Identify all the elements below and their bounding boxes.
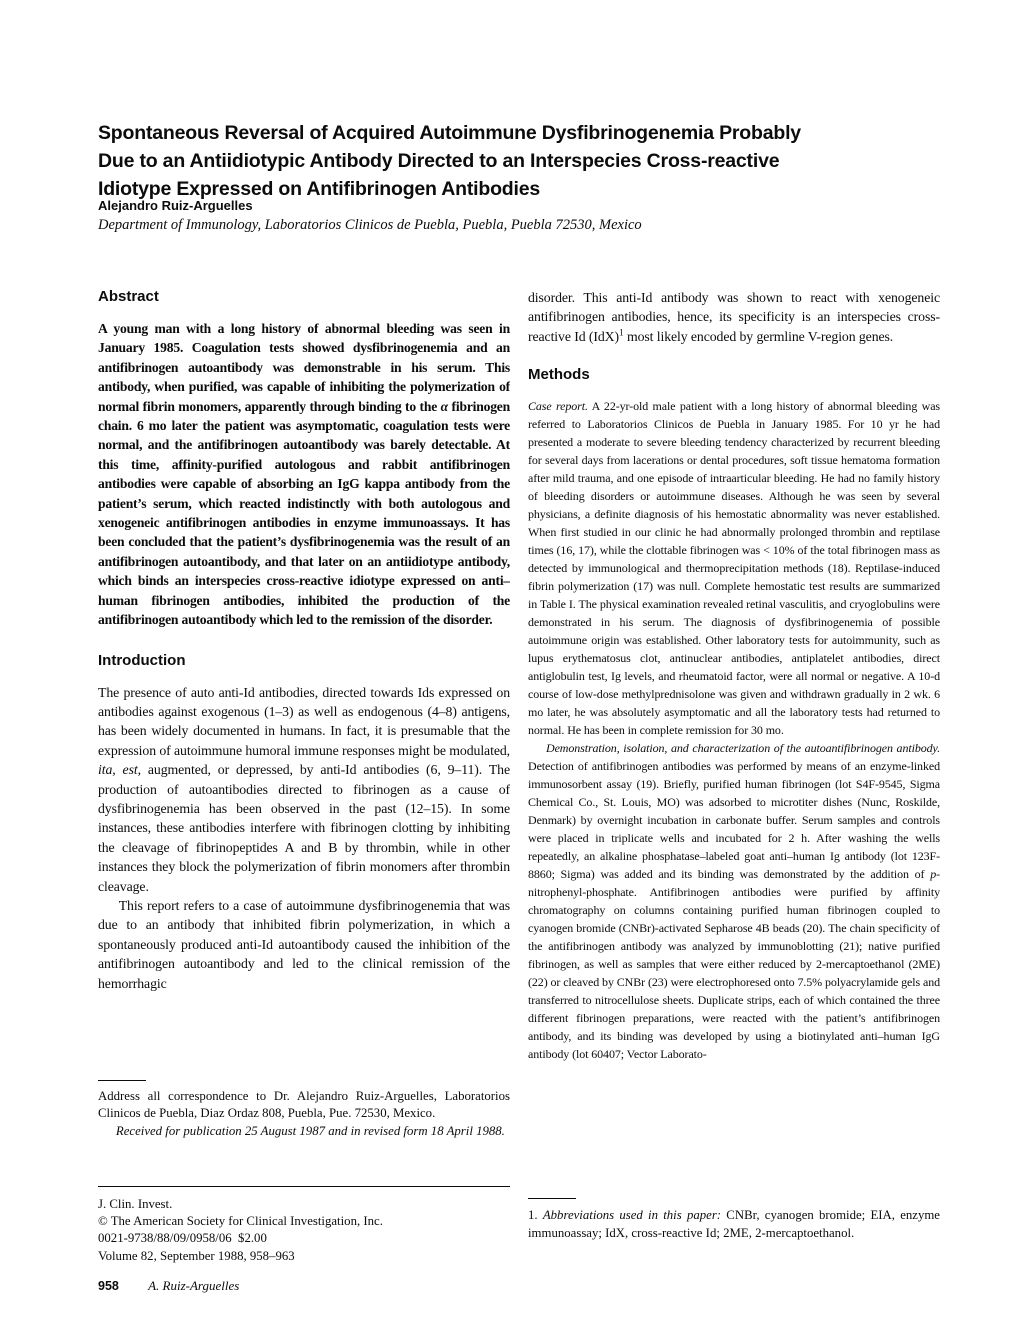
received-note: Received for publication 25 August 1987 and in revised form 18 April 1988. (115, 1123, 505, 1138)
methods-heading: Methods (528, 366, 590, 384)
abbreviations-footnote (528, 1198, 940, 1242)
abstract-continuation: disorder. This anti-Id antibody was shown to react with xenogeneic antifibrinogen antibodies, hence, its specificity is an interspecies cross-reactive Id (IdX)$^1$ most likely encoded by germline V-region genes. (528, 290, 940, 344)
volume-line: Volume 82, September 1988, 958–963 (98, 1248, 295, 1263)
author-affiliation: Department of Immunology, Laboratorios Clinicos de Puebla, Puebla, Puebla 72530, Mexico (98, 217, 642, 233)
demonstration-paragraph: Demonstration, isolation, and characterization of the autoantifibrinogen antibody. Detection of antifibrinogen antibodies was performed by means of an enzyme-linked immunosorbent assay (19). Briefly, purified human fibrinogen (lot S4F-9545, Sigma Chemical Co., St. Louis, MO) was adsorbed to microtiter dishes (Nunc, Roskilde, Denmark) by overnight incubation in carbonate buffer. Serum samples and controls were placed in triplicate wells and incubated for 2 h. After washing the wells repeatedly, an alkaline phosphatase–labeled goat anti–human Ig antibody (lot 123F-8860; Sigma) was added and its binding was demonstrated by the addition of p-nitrophenyl-phosphate. Antifibrinogen antibodies were purified by affinity chromatography on columns containing purified human fibrinogen coupled to cyanogen bromide (CNBr)-activated Sepharose 4B beads (20). The chain specificity of the antifibrinogen antibody was analyzed by immunoblotting (21); native purified fibrinogen, as well as samples that were either reduced by 2-mercaptoethanol (2ME) (22) or cleaved by CNBr (23) were electrophoresed onto 7.5% polyacrylamide gels and transferred to nitrocellulose sheets. Duplicate strips, each of which contained the three different fibrinogen preparations, were reacted with the patient’s antifibrinogen antibody, and its binding was developed by using a biotinylated anti–human IgG antibody (lot 60407; Vector Laborato- (528, 741, 940, 1062)
page-footer (98, 1278, 510, 1294)
title-line-1: Spontaneous Reversal of Acquired Autoimmune Dysfibrinogenemia Probably (98, 122, 801, 145)
left-column (98, 288, 510, 1078)
abstract-paragraph: A young man with a long history of abnormal bleeding was seen in January 1985. Coagulation tests showed dysfibrinogenemia and an antifibrinogen autoantibody was demonstrable in his serum. This antibody, when purified, was capable of inhibiting the polymerization of normal fibrin monomers, apparently through binding to the α fibrinogen chain. 6 mo later the patient was asymptomatic, coagulation tests were normal, and the antifibrinogen autoantibody was barely detectable. At this time, affinity-purified autologous and rabbit antifibrinogen antibodies were capable of absorbing an IgG kappa antibody from the patient’s serum, which reacted indistinctly with both autologous and xenogeneic antifibrinogen antibodies in enzyme immunoassays. It has been concluded that the patient’s dysfibrinogenemia was the result of an antifibrinogen autoantibody, and that later on an antiidiotype antibody, which binds an interspecies cross-reactive idiotype expressed on anti–human fibrinogen antibodies, inhibited the production of the antifibrinogen autoantibody which led to the remission of the disorder. (98, 321, 510, 628)
right-column (528, 288, 940, 1188)
case-report-paragraph: Case report. A 22-yr-old male patient with a long history of abnormal bleeding was referred to Laboratorios Clinicos de Puebla in January 1985. For 10 yr he had presented a moderate to severe bleeding tendency characterized by recurrent bleeding for several days from lacerations or dental procedures, soft tissue hematoma formation after mild trauma, and one episode of intraarticular bleeding. He had no family history of bleeding disorders or autoimmune diseases. Although he was seen by several physicians, a definite diagnosis of his hemostatic abnormality was never established. When first studied in our clinic he had abnormally prolonged thrombin and reptilase times (16, 17), while the clottable fibrinogen was < 10% of the total fibrinogen mass as detected by immunological and thermoprecipitation methods (18). Reptilase-induced fibrin polymerization (17) was null. Complete hemostatic test results are summarized in Table I. The physical examination revealed retinal vasculitis, and cryoglobulins were demonstrated in his serum. The diagnosis of dysfibrinogenemia of possible autoimmune origin was established. Other laboratory tests for autoimmunity, such as lupus erythematosus clot, antinuclear antibodies, antiplatelet antibodies, direct antiglobulin test, Ig levels, and rheumatoid factor, were all normal or negative. A 10-d course of low-dose methylprednisolone was given and withdrawn gradually in 2 wk. 6 mo later, he was absolutely asymptomatic and all the laboratory tests had returned to normal. He has been in complete remission for 30 mo. (528, 399, 940, 738)
correspondence-footnote (98, 1080, 510, 1140)
title-line-3: Idiotype Expressed on Antifibrinogen Antibodies (98, 178, 541, 201)
journal-name: J. Clin. Invest. (98, 1197, 173, 1211)
abstract-heading: Abstract (98, 288, 159, 305)
journal-imprint (98, 1196, 510, 1265)
title-line-2: Due to an Antiidiotypic Antibody Directed to an Interspecies Cross-reactive (98, 150, 780, 173)
running-author: A. Ruiz-Arguelles (148, 1278, 240, 1293)
issn-price-line: 0021-9738/88/09/0958/06 $2.00 (98, 1231, 267, 1246)
footnote-rule (98, 1080, 146, 1081)
imprint-divider-rule (98, 1186, 510, 1187)
introduction-heading: Introduction (98, 651, 186, 669)
correspondence-text: Address all correspondence to Dr. Alejandro Ruiz-Arguelles, Laboratorios Clinicos de Puebla, Diaz Ordaz 808, Puebla, Pue. 72530, Mexico. (98, 1089, 510, 1121)
footnote-rule (528, 1198, 576, 1199)
abbreviations-text: 1. Abbreviations used in this paper: CNBr, cyanogen bromide; EIA, enzyme immunoassay; IdX, cross-reactive Id; 2ME, 2-mercaptoethanol. (528, 1208, 940, 1240)
page-number: 958 (98, 1279, 119, 1293)
author-name: Alejandro Ruiz-Arguelles (98, 198, 253, 213)
introduction-paragraph-1: The presence of auto anti-Id antibodies, directed towards Ids expressed on antibodies against exogenous (1–3) as well as endogenous (4–8) antigens, has been widely documented in humans. In fact, it is presumable that the expression of autoimmune humoral immune responses might be modulated, ita, est, augmented, or depressed, by anti-Id antibodies (6, 9–11). The production of autoantibodies directed to fibrinogen as a cause of dysfibrinogenemia has been observed in the past (12–15). In some instances, these antibodies interfere with fibrinogen clotting by inhibiting the cleavage of fibrinopeptides A and B by thrombin, while in other instances they block the polymerization of fibrin monomers after thrombin cleavage. (98, 684, 510, 894)
introduction-paragraph-2: This report refers to a case of autoimmune dysfibrinogenemia that was due to an antibody that inhibited fibrin polymerization, in which a spontaneously produced anti-Id autoantibody caused the inhibition of the antifibrinogen autoantibody and led to the clinical remission of the hemorrhagic (98, 897, 510, 991)
copyright-line: © The American Society for Clinical Investigation, Inc. (98, 1214, 383, 1229)
article-title (98, 119, 943, 203)
